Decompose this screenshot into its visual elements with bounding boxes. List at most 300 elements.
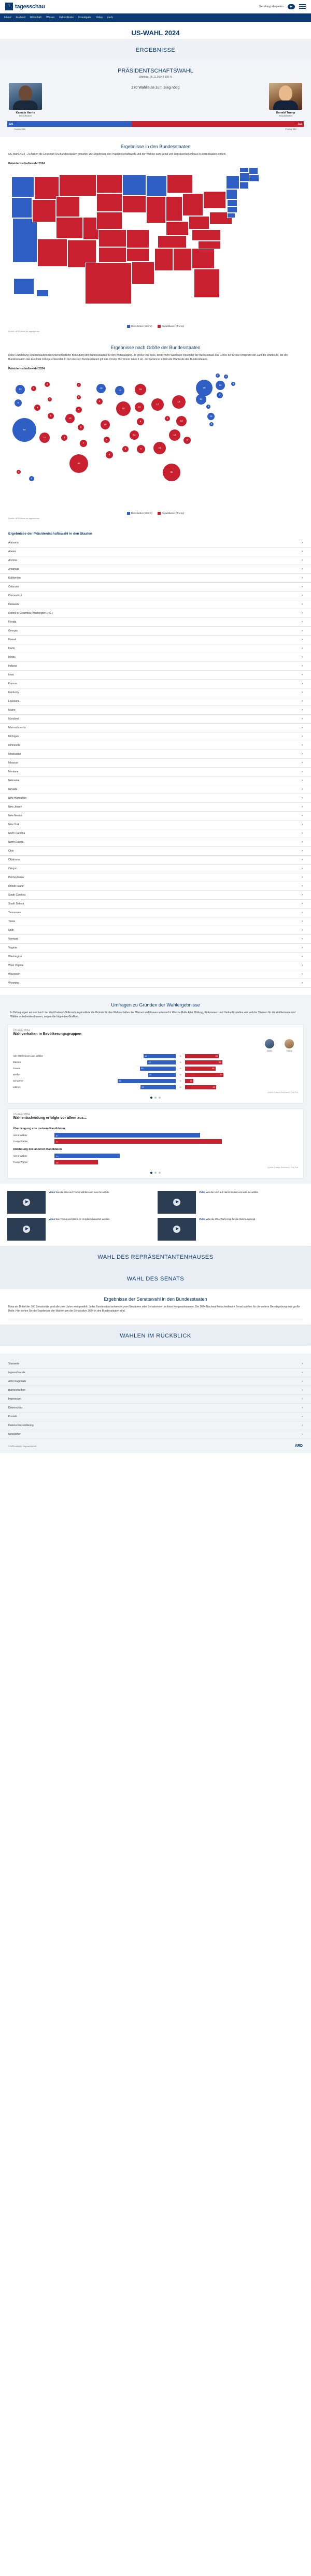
state-dc[interactable] [227,213,235,218]
state-oh[interactable] [182,193,203,216]
chevron-right-icon: › [302,682,303,685]
state-vt[interactable] [239,167,249,172]
chart1-harris-bar: 53 [140,1067,176,1071]
chevron-right-icon: › [302,814,303,817]
state-accordion-label: Florida [8,620,17,624]
state-accordion-item[interactable] [0,565,311,574]
chevron-right-icon: › [302,1415,303,1418]
state-ct[interactable] [239,182,249,189]
state-ms[interactable] [154,248,173,271]
map1-legend-rep: Republikaner (Trump) [158,325,185,328]
bubble-me[interactable]: 4 [231,382,235,386]
harris-electoral-votes: 226 [9,122,13,126]
bubble-in[interactable]: 11 [135,402,144,412]
chart1-carousel-dots[interactable] [13,1093,298,1099]
harris-name: Kamala Harris [16,111,35,114]
state-accordion-item[interactable] [0,556,311,565]
state-accordion-item[interactable] [0,882,311,891]
main-nav [0,13,311,22]
surveys-text: In Befragungen am und nach der Wahl haben US-Forschungsinstitute die Gründe für das Wahlverhalten der Männer und Frauen untersucht. Welche Rolle Alter, Bildung, Einkommen und Herkunft spielten und welche Themen für die Wählerinnen und Wähler entscheidend waren, zeigen die folgenden Grafiken. [10,1011,296,1018]
chevron-right-icon: › [302,567,303,571]
footer-link-row[interactable] [0,1386,311,1395]
state-wi[interactable] [146,176,167,196]
state-la[interactable] [132,262,154,284]
play-icon[interactable] [173,1199,180,1206]
bubble-wa[interactable]: 12 [16,385,25,394]
state-wv[interactable] [189,216,209,229]
state-accordion-item[interactable] [0,750,311,759]
chart2-rejection-label: Trump-Wähler [13,1160,28,1163]
bubble-dc[interactable]: 3 [209,422,214,426]
video-thumb-3[interactable] [7,1218,46,1241]
bubble-mt[interactable]: 4 [45,382,50,387]
chart2-conviction-row [13,1133,298,1138]
video-teaser[interactable] [158,1218,304,1241]
chevron-right-icon: › [302,752,303,756]
map2-legend [0,510,311,516]
bubble-ga[interactable]: 16 [153,442,166,454]
state-nj[interactable] [226,189,237,199]
bubble-nc[interactable]: 16 [169,429,180,441]
chevron-right-icon: › [302,1388,303,1392]
state-ky[interactable] [166,221,189,236]
state-accordion-item[interactable] [0,917,311,926]
state-accordion-label: Wyoming [8,981,19,985]
bubble-hi[interactable]: 4 [29,476,34,481]
bubble-nh[interactable]: 4 [224,375,228,379]
bubble-de[interactable]: 3 [206,405,210,409]
bubble-md[interactable]: 10 [207,413,215,420]
state-accordion-item[interactable] [0,961,311,970]
chevron-right-icon: › [302,638,303,641]
state-mt[interactable] [59,175,96,196]
bubble-tx[interactable]: 40 [69,454,88,473]
bubble-wi[interactable]: 10 [115,386,124,395]
state-md[interactable] [227,207,237,213]
state-or[interactable] [11,197,32,218]
electoral-bubble-map[interactable] [7,372,304,510]
electoral-legend [7,127,304,131]
bubble-la[interactable]: 8 [106,451,113,458]
footer-link-label: Kontakt [8,1415,17,1418]
bubble-ok[interactable]: 7 [80,440,87,447]
chart1-axis-unit: % [179,1055,181,1057]
bubble-nm[interactable]: 5 [61,435,67,441]
state-ia[interactable] [122,195,146,213]
state-accordion-label: Tennessee [8,911,21,914]
state-accordion-item[interactable] [0,715,311,724]
chevron-right-icon: › [302,972,303,976]
state-accordion-label: North Carolina [8,831,25,835]
state-accordion-item[interactable] [0,768,311,776]
states-accordion-title: Ergebnisse der Präsidentschaftswahl in den Staaten [8,531,92,536]
nav-item-1[interactable]: Ausland [16,16,25,19]
chart1-group-label: Männer [13,1061,21,1063]
state-il[interactable] [146,196,166,223]
state-accordion-label: Oklahoma [8,858,20,861]
chevron-right-icon: › [302,726,303,729]
bubble-fl[interactable]: 30 [163,464,180,481]
chevron-right-icon: › [302,735,303,738]
state-ok[interactable] [98,247,126,263]
map2-label: Präsidentschaftswahl 2024 [8,367,45,370]
chart1-rows [13,1054,298,1089]
state-accordion-item[interactable] [0,724,311,732]
state-accordion-item[interactable] [0,829,311,838]
electoral-choropleth-map[interactable] [7,167,304,323]
state-accordion-item[interactable] [0,653,311,662]
bubble-sc[interactable]: 9 [183,437,191,444]
state-wy[interactable] [56,196,80,217]
state-accordion-label: Minnesota [8,743,21,747]
state-accordion-label: South Dakota [8,902,24,905]
state-hi[interactable] [36,290,49,297]
house-band-title: WAHL DES REPRÄSENTANTENHAUSES [97,1254,214,1260]
nav-item-3[interactable]: Wissen [46,16,55,19]
state-ny[interactable] [226,176,239,189]
bubble-tn[interactable]: 11 [130,430,139,440]
chart1-trump-bar: 50 [185,1054,219,1058]
state-accordion-item[interactable] [0,794,311,803]
bubble-mi[interactable]: 15 [135,384,146,395]
state-tx[interactable] [85,263,132,304]
state-ga[interactable] [192,248,215,269]
state-ar[interactable] [126,248,149,262]
state-accordion-item[interactable] [0,776,311,785]
chart1-group-bars [63,1073,298,1077]
chart1-trump-name: Trump [286,1049,292,1052]
bubble-ar[interactable]: 6 [104,437,110,443]
footer-link-label: tagesschau.de [8,1371,25,1374]
video-teaser[interactable] [7,1218,153,1241]
bubble-ks[interactable]: 6 [78,424,84,430]
chevron-right-icon: › [302,919,303,923]
bubble-mo[interactable]: 10 [101,420,110,429]
state-nd[interactable] [96,175,122,193]
play-button[interactable]: ▶ [288,4,295,9]
surveys-heading: Umfragen zu Gründen der Wahlergebnisse [111,1002,200,1008]
footer-link-row[interactable] [0,1430,311,1439]
state-accordion-label: Idaho [8,646,15,650]
state-ca[interactable] [12,218,37,263]
state-accordion-label: Texas [8,919,16,923]
chevron-right-icon: › [302,602,303,606]
bubble-ca[interactable]: 54 [12,418,36,442]
state-accordion-label: Washington [8,955,22,958]
harris-party: Demokraten [19,114,32,117]
chart1-axis-unit: % [179,1073,181,1076]
bubble-oh[interactable]: 17 [151,398,164,411]
state-mi[interactable] [167,175,193,193]
bubble-id[interactable]: 4 [31,386,36,391]
state-accordion-item[interactable] [0,636,311,644]
state-ak[interactable] [13,278,34,295]
state-accordion-label: Alabama [8,541,19,544]
chart1-group-bars [63,1067,298,1071]
state-nh[interactable] [249,167,258,175]
play-icon[interactable] [23,1226,30,1233]
state-accordion-item[interactable] [0,539,311,548]
bubble-nv[interactable]: 6 [34,405,40,411]
nav-item-5[interactable]: Investigativ [78,16,92,19]
trump-avatar [285,1039,294,1048]
house-band [0,1246,311,1268]
nav-item-4[interactable]: Faktenfinder [59,16,74,19]
state-accordion-item[interactable] [0,662,311,671]
play-icon[interactable] [23,1199,30,1206]
video-thumb-1[interactable] [7,1191,46,1214]
footer-link-row[interactable] [0,1413,311,1421]
state-az[interactable] [37,239,67,267]
state-accordion-item[interactable] [0,891,311,900]
chart2-rejection-row [13,1154,298,1158]
chart1-trump-head [284,1039,295,1052]
bubble-mn[interactable]: 10 [96,384,106,393]
state-nv[interactable] [32,199,56,222]
state-accordion-item[interactable] [0,944,311,953]
state-de[interactable] [227,199,237,207]
chevron-right-icon: › [302,585,303,588]
footer-link-label: Newsletter [8,1432,21,1436]
state-accordion-item[interactable] [0,609,311,618]
bubble-co[interactable]: 10 [65,414,75,423]
state-accordion-label: Georgia [8,629,18,632]
chart1-axis-unit: % [179,1086,181,1088]
site-logo[interactable] [5,3,45,10]
state-accordion-label: New Mexico [8,814,23,817]
chart1-title: Wahlverhalten in Bevölkerungsgruppen [13,1032,81,1036]
candidates-row [0,83,311,117]
state-accordion-item[interactable] [0,574,311,583]
state-accordion-label: Kansas [8,682,17,685]
bubble-ut[interactable]: 6 [48,413,54,419]
state-accordion-item[interactable] [0,688,311,697]
chart1-group-label: Schwarze [13,1080,23,1082]
chart1-group-row [13,1067,298,1071]
state-accordion-item[interactable] [0,873,311,882]
electoral-legend-left: Harris 226 [15,128,25,131]
bubble-ak[interactable]: 3 [17,470,21,474]
chevron-right-icon: › [302,673,303,677]
state-accordion-item[interactable] [0,838,311,847]
state-accordion-label: South Carolina [8,893,26,897]
chevron-right-icon: › [302,946,303,949]
video-thumb-2[interactable] [158,1191,196,1214]
nav-item-2[interactable]: Wirtschaft [30,16,41,19]
trump-party: Republikaner [278,114,293,117]
state-accordion-label: Maryland [8,717,19,721]
footer-link-label: Barrierefreiheit [8,1388,25,1392]
state-accordion-item[interactable] [0,953,311,961]
state-accordion-item[interactable] [0,548,311,556]
state-accordion-item[interactable] [0,970,311,979]
state-tn[interactable] [158,236,187,248]
footer-link-row[interactable] [0,1404,311,1413]
state-accordion-item[interactable] [0,847,311,856]
state-mn[interactable] [122,175,146,195]
state-accordion-item[interactable] [0,865,311,873]
state-accordion-item[interactable] [0,671,311,680]
state-accordion-label: Oregon [8,867,17,870]
chart2-rejection-bar: 20 [54,1160,98,1164]
chart1-harris-bar: 41 [148,1073,176,1077]
chart2-conviction-bar: 77 [54,1139,222,1144]
state-wa[interactable] [11,177,34,197]
play-broadcast-label: Sendung abspielen [259,5,284,8]
state-ne[interactable] [96,212,122,229]
footer-link-label: Datenschutzerklärung [8,1423,34,1427]
bubble-sd[interactable]: 3 [77,395,81,399]
bubble-il[interactable]: 19 [116,401,131,416]
chart2-title: Wahlentscheidung erfolgte vor allem aus... [13,1116,87,1120]
state-me[interactable] [249,175,259,182]
chevron-right-icon: › [302,1362,303,1365]
video-teaser-text: Video Wie die USA auf Trump wählten und was ihn wählte [49,1190,109,1193]
state-accordion-item[interactable] [0,618,311,627]
chart1-trump-bar: 12 [185,1079,193,1083]
state-accordion-item[interactable] [0,900,311,909]
state-mo[interactable] [126,229,149,248]
state-accordion-item[interactable] [0,732,311,741]
bubble-wy[interactable]: 3 [48,397,52,401]
state-accordion-item[interactable] [0,600,311,609]
bubble-pa[interactable]: 19 [172,395,186,409]
state-accordion-item[interactable] [0,856,311,865]
bubble-va[interactable]: 13 [176,416,187,426]
bubble-ma[interactable]: 11 [216,381,225,390]
bubble-ne[interactable]: 5 [76,407,82,413]
chevron-right-icon: › [302,558,303,562]
chevron-right-icon: › [302,1371,303,1374]
chevron-right-icon: › [302,664,303,668]
video-teaser[interactable] [7,1191,153,1214]
state-sc[interactable] [198,241,221,249]
state-accordion-item[interactable] [0,592,311,600]
state-accordion-label: Louisiana [8,699,20,703]
chart2-carousel-dots[interactable] [13,1169,298,1174]
footer-link-row[interactable] [0,1395,311,1404]
nav-item-0[interactable]: Inland [4,16,11,19]
chevron-right-icon: › [302,831,303,835]
chart1-kicker: US-Wahl 2024 [13,1029,30,1032]
state-al[interactable] [173,248,192,271]
menu-icon[interactable] [299,4,306,9]
chevron-right-icon: › [302,884,303,888]
bubble-or[interactable]: 8 [15,399,22,407]
nav-item-7[interactable]: mehr [107,16,114,19]
state-ut[interactable] [56,217,83,239]
state-in[interactable] [166,196,182,221]
map1-legend [0,323,311,329]
chart2-rejection-label: Harris-Wähler [13,1154,27,1157]
state-accordion-label: New York [8,823,20,826]
state-accordion-label: Nebraska [8,779,20,782]
presidential-section [0,61,311,137]
state-accordion-label: Alaska [8,550,17,553]
bubble-ky[interactable]: 8 [137,418,144,425]
chart2-conviction-row [13,1139,298,1144]
video-thumb-4[interactable] [158,1218,196,1241]
state-accordion-item[interactable] [0,627,311,636]
electoral-needed-label: 270 Wahlleute zum Sieg nötig [131,86,180,90]
state-id[interactable] [34,177,59,199]
chart1-harris-head [264,1039,275,1052]
bubble-nj[interactable]: 14 [196,394,206,405]
footer-link-row[interactable] [0,1369,311,1377]
chevron-right-icon: › [302,928,303,932]
state-fl[interactable] [194,269,220,298]
chevron-right-icon: › [302,1379,303,1383]
state-accordion-item[interactable] [0,785,311,794]
state-accordion-item[interactable] [0,741,311,750]
chart2-rejection-bar: 30 [54,1154,120,1158]
state-accordion-item[interactable] [0,583,311,592]
chevron-right-icon: › [302,937,303,941]
state-accordion-item[interactable] [0,821,311,829]
footer-link-row[interactable] [0,1377,311,1386]
chart1-group-row [13,1060,298,1064]
bubble-ms[interactable]: 6 [122,446,129,452]
state-accordion-item[interactable] [0,926,311,935]
chart-wahlverhalten [7,1025,304,1103]
state-accordion-item[interactable] [0,803,311,812]
chart1-group-row [13,1079,298,1083]
state-accordion-label: Pennsylvania [8,875,24,879]
chart2-section1-rows [13,1133,298,1144]
footer-link-row[interactable] [0,1360,311,1369]
chart1-axis-unit: % [179,1067,181,1070]
state-nc[interactable] [192,229,221,241]
state-accordion-label: New Jersey [8,805,22,809]
bubble-nd[interactable]: 3 [77,383,81,387]
nav-item-6[interactable]: Video [96,16,103,19]
candidate-trump [267,83,304,117]
chevron-right-icon: › [302,699,303,703]
play-icon[interactable] [173,1226,180,1233]
state-accordion-item[interactable] [0,812,311,821]
state-sd[interactable] [96,193,122,212]
state-accordion-item[interactable] [0,935,311,944]
state-accordion-item[interactable] [0,697,311,706]
state-accordion-item[interactable] [0,909,311,917]
chevron-right-icon: › [302,858,303,861]
state-accordion-label: Michigan [8,735,19,738]
bubble-vt[interactable]: 3 [216,373,220,378]
video-teaser[interactable] [158,1191,304,1214]
state-accordion-label: Illinois [8,655,16,659]
bubble-ny[interactable]: 28 [196,380,213,396]
state-accordion-item[interactable] [0,644,311,653]
bubble-al[interactable]: 9 [137,445,145,453]
state-accordion-item[interactable] [0,706,311,715]
bubble-ia[interactable]: 6 [96,398,103,405]
state-accordion-label: Vermont [8,937,18,941]
state-pa[interactable] [203,191,226,209]
state-accordion-item[interactable] [0,759,311,768]
bubble-wv[interactable]: 4 [165,416,170,421]
state-accordion-label: Kentucky [8,690,19,694]
state-accordion-label: Missouri [8,761,18,765]
state-accordion-label: Maine [8,708,16,712]
bubble-az[interactable]: 11 [39,433,50,443]
state-accordion-item[interactable] [0,979,311,988]
state-accordion-label: District of Columbia (Washington D.C.) [8,611,53,615]
state-ks[interactable] [98,229,126,247]
senate-band [0,1268,311,1289]
state-accordion-item[interactable] [0,680,311,688]
footer-link-row[interactable] [0,1421,311,1430]
bubble-ct[interactable]: 7 [217,392,223,398]
